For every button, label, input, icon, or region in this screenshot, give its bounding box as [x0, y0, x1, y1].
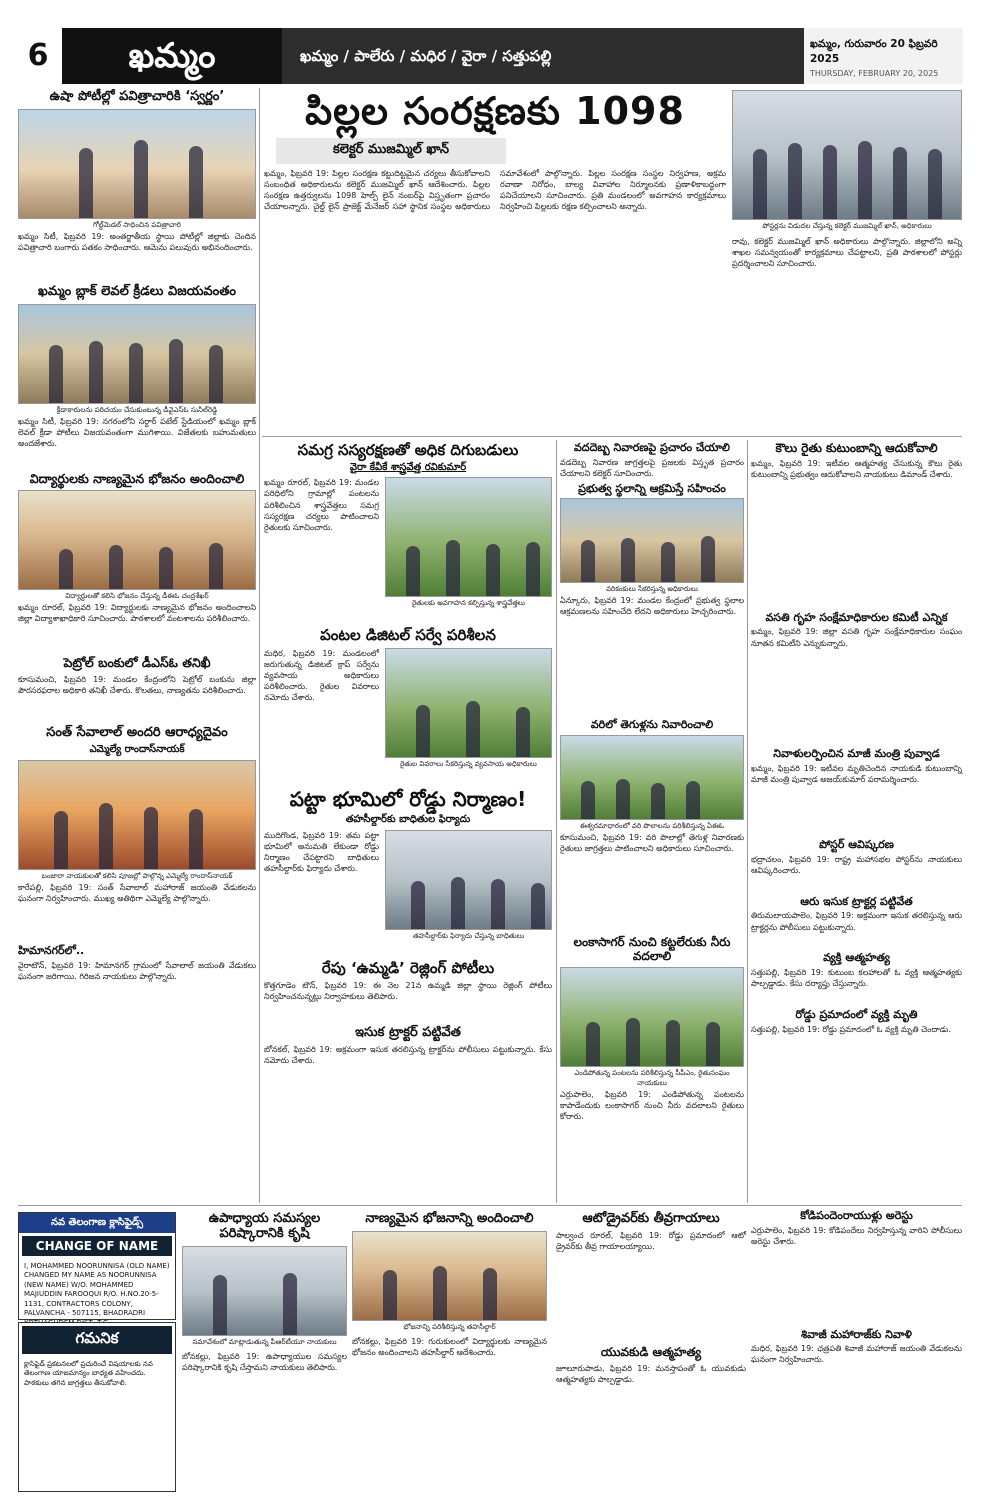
story-body: సత్తుపల్లి, ఫిబ్రవరి 19: కుటుంబ కలహాలతో ఓ వ్యక్తి ఆత్మహత్యకు పాల్పడ్డాడు. కేసు దర్యాప్తు చేస్తున్నారు.	[751, 968, 962, 989]
story-body: మధిర, ఫిబ్రవరి 19: ఛత్రపతి శివాజీ మహారాజ్‌ జయంతి వేడుకలను ఘనంగా నిర్వహించారు.	[751, 1344, 962, 1365]
date-telugu: ఖమ్మం, గురువారం 20 ఫిబ్రవరి 2025	[810, 38, 938, 65]
person-figure	[49, 345, 63, 403]
right-mid-column	[560, 442, 744, 1202]
column-divider	[556, 440, 557, 1203]
story-headline: వ్యక్తి ఆత్మహత్య	[823, 951, 890, 965]
person-figure	[581, 540, 595, 582]
story-headline: ఉపాధ్యాయ సమస్యల పరిష్కారానికి కృషి	[208, 1211, 321, 1241]
story-body: ఎర్రుపాలెం, ఫిబ్రవరి 19: కోడిపందేలు నిర్వహిస్తున్న వారిని పోలీసులు అరెస్టు చేశారు.	[751, 1225, 962, 1246]
person-figure	[89, 341, 103, 403]
date-english: THURSDAY, FEBRUARY 20, 2025	[810, 69, 939, 78]
lead-story	[264, 90, 726, 434]
story-headline: ఆరు ఇసుక ట్రాక్టర్ల పట్టివేత	[800, 894, 913, 908]
story-body: తిరుమలాయపాలెం, ఫిబ్రవరి 19: అక్రమంగా ఇసుక తరలిస్తున్న ఆరు ట్రాక్టర్లను పోలీసులు పట్టుకున్నారు.	[751, 911, 962, 932]
story-body: కొత్తగూడెం టౌన్‌, ఫిబ్రవరి 19: ఈ నెల 21న ఉమ్మడి జిల్లా స్థాయి రెజ్లింగ్‌ పోటీలు నిర్వహించనున్నట్లు నిర్వాహకులు తెలిపారు.	[264, 980, 552, 1001]
story-photo	[182, 1246, 347, 1336]
story-body: భద్రాచలం, ఫిబ్రవరి 19: రాష్ట్ర మహాసభల పోస్టర్‌ను నాయకులు ఆవిష్కరించారు.	[751, 854, 962, 875]
story-body: ఖమ్మం రూరల్‌, ఫిబ్రవరి 19: విద్యార్థులకు నాణ్యమైన భోజనం అందించాలని జిల్లా విద్యాశాఖాధికారి సూచించారు. పాఠశాలలో వంటశాలను పరిశీలించారు.	[18, 603, 256, 624]
story-headline: విద్యార్థులకు నాణ్యమైన భోజనం అందించాలి	[29, 470, 245, 486]
story-photo	[560, 967, 744, 1067]
story-headline: హిమానగర్‌లో..	[18, 943, 85, 957]
story-headline: రేపు ‘ఉమ్మడి’ రెజ్లింగ్‌ పోటీలు	[321, 958, 495, 977]
person-figure	[451, 877, 465, 929]
photo-caption: రైతుల వివరాలు సేకరిస్తున్న వ్యవసాయ అధికారులు	[400, 759, 537, 768]
story-body: కారేపల్లి, ఫిబ్రవరి 19: సంత్‌ సేవాలాల్‌ మహారాజ్‌ జయంతి వేడుకలను ఘనంగా నిర్వహించారు. ముఖ్య అతిథిగా ఎమ్మెల్యే పాల్గొన్నారు.	[18, 882, 256, 903]
person-figure	[159, 547, 173, 589]
story-body: బోనకల్లు, ఫిబ్రవరి 19: ఉపాధ్యాయుల సమస్యల పరిష్కారానికి కృషి చేస్తామని నాయకులు తెలిపారు.	[182, 1351, 347, 1373]
column-divider	[747, 440, 748, 1203]
person-figure	[516, 707, 530, 757]
person-figure	[526, 542, 540, 596]
story-body: వడదెబ్బ నివారణ జాగ్రత్తలపై ప్రజలకు విస్తృత ప్రచారం చేయాలని కలెక్టర్‌ సూచించారు.	[560, 457, 744, 478]
photo-caption: వరికంకులు సేకరిస్తున్న అధికారులు	[606, 585, 698, 594]
person-figure	[406, 546, 420, 596]
page-number: 6	[27, 38, 49, 73]
photo-caption: బంజారా నాయకులతో కలిసి పూజల్లో పాల్గొన్న ఎమ్మెల్యే రాందాస్‌నాయక్‌	[41, 871, 233, 880]
person-figure	[858, 141, 872, 219]
person-figure	[823, 145, 837, 219]
story-headline: యువకుడి ఆత్మహత్య	[600, 1344, 702, 1359]
story-body: ఏన్కూరు, ఫిబ్రవరి 19: మండల కేంద్రంలో ప్రభుత్వ స్థలాల ఆక్రమణలను సహించేది లేదని అధికారులు హెచ్చరించారు.	[560, 596, 744, 617]
person-figure	[651, 783, 665, 819]
person-figure	[531, 883, 545, 929]
story-photo	[18, 304, 256, 404]
story-headline: పోస్టర్‌ ఆవిష్కరణ	[819, 838, 894, 852]
story-headline: పంటల డిజిటల్‌ సర్వే పరిశీలన	[320, 626, 496, 645]
photo-caption: క్రీడాకారులను పరిచయం చేసుకుంటున్న డీవైఎస్‌ఓ సునీల్‌రెడ్డి	[56, 405, 218, 414]
story-headline: నివాళులర్పించిన మాజీ మంత్రి పువ్వాడ	[773, 747, 940, 761]
story-body: ఖమ్మం సిటీ, ఫిబ్రవరి 19: అంతర్జాతీయ స్థాయి పోటీల్లో జిల్లాకు చెందిన పవిత్రాచారి బంగారు పతకం సాధించారు. ఆమెను పలువురు అభినందించారు.	[18, 231, 256, 253]
story-body: ఖమ్మం, ఫిబ్రవరి 19: ఇటీవల ఆత్మహత్య చేసుకున్న కౌలు రైతు కుటుంబాన్ని ప్రభుత్వం ఆదుకోవాలని నాయకులు డిమాండ్‌ చేశారు.	[751, 458, 962, 479]
person-figure	[134, 140, 148, 218]
lead-byline: కలెక్టర్‌ ముజమ్మిల్‌ ఖాన్‌	[276, 138, 506, 164]
far-right-column	[751, 442, 962, 1202]
story-headline: ప్రభుత్వ స్థలాన్ని ఆక్రమిస్తే సహించం	[578, 481, 726, 495]
story-body: కూసుమంచి, ఫిబ్రవరి 19: వరి పొలాల్లో తెగుళ్ల నివారణకు రైతులు జాగ్రత్తలు పాటించాలని అధికారులు సూచించారు.	[560, 832, 744, 854]
lead-photo-block	[732, 90, 962, 434]
story-photo	[385, 830, 552, 930]
story-headline: సమగ్ర సస్యరక్షణతో అధిక దిగుబడులు	[297, 441, 519, 459]
bottom-story	[556, 1212, 746, 1492]
person-figure	[209, 345, 223, 403]
person-figure	[189, 146, 203, 218]
person-figure	[416, 705, 430, 757]
story-headline: సంత్‌ సేవాలాల్‌ అందరి ఆరాధ్యదైవం	[46, 724, 228, 740]
person-figure	[59, 549, 73, 589]
person-figure	[621, 538, 635, 582]
person-figure	[54, 811, 68, 869]
story-body: ఎర్రుపాలెం, ఫిబ్రవరి 19: ఎండిపోతున్న పంటలను కాపాడేందుకు లంకాసాగర్‌ నుంచి నీరు వదలాలని రైతులు కోరారు.	[560, 1089, 744, 1121]
person-figure	[586, 1022, 600, 1066]
story-headline: కోడిపందెంరాయుళ్లు అరెస్టు	[800, 1209, 913, 1222]
story-headline: నాణ్యమైన భోజనాన్ని అందించాలి	[365, 1211, 534, 1226]
person-figure	[686, 781, 700, 819]
lead-photo	[732, 90, 962, 220]
person-figure	[144, 807, 158, 869]
photo-caption: విద్యార్థులతో కలిసి భోజనం చేస్తున్న డీఈఓ చంద్రశేఖర్‌	[65, 592, 209, 601]
story-headline: వసతి గృహ సంక్షేమాధికారుల కమిటీ ఎన్నిక	[765, 610, 948, 624]
left-column	[18, 90, 256, 1200]
story-body: బోనకల్‌, ఫిబ్రవరి 19: అక్రమంగా ఇసుక తరలిస్తున్న ట్రాక్టర్‌ను పోలీసులు పట్టుకున్నారు. కేసు నమోదు చేశారు.	[264, 1044, 552, 1065]
story-photo	[385, 477, 552, 597]
story-body: ఖమ్మం, ఫిబ్రవరి 19: జిల్లా వసతి గృహ సంక్షేమాధికారుల సంఘం నూతన కమిటీని ఎన్నుకున్నారు.	[751, 627, 962, 648]
story-subhead: తహసీల్దార్‌కు బాధితుల ఫిర్యాదు	[345, 813, 471, 825]
photo-caption: గోల్డ్‌మెడల్‌ సాధించిన పవిత్రాచారి	[93, 220, 181, 229]
person-figure	[928, 149, 942, 219]
story-subhead: వైరా కేవీకే శాస్త్రవేత్త రవికుమార్‌	[349, 462, 467, 474]
person-figure	[491, 879, 505, 929]
person-figure	[169, 339, 183, 403]
story-photo	[18, 490, 256, 590]
person-figure	[466, 701, 480, 757]
person-figure	[446, 540, 460, 596]
story-headline: వరిలో తెగుళ్లను నివారించాలి	[590, 718, 714, 732]
ad-paper-name: నవ తెలంగాణ క్లాసిఫైడ్స్‌	[19, 1213, 175, 1233]
story-headline: వదదెబ్బ నివారణపై ప్రచారం చేయాలి	[573, 441, 730, 454]
story-headline: రోడ్డు ప్రమాదంలో వ్యక్తి మృతి	[795, 1008, 918, 1021]
person-figure	[411, 881, 425, 929]
person-figure	[213, 1275, 227, 1335]
story-body: రావు, కలెక్టర్‌ ముజమ్మిల్‌ ఖాన్‌ అధికారులు పాల్గొన్నారు. జిల్లాలోని అన్ని శాఖల సమన్వయంతో కార్యక్రమాలు చేపట్టాలని, ప్రతి పాఠశాలలో పోస్టర్లు ప్రదర్శించాలని సూచించారు.	[732, 237, 962, 269]
story-headline: లంకాసాగర్‌ నుంచి కట్టలేరుకు నీరు వదలాలి	[573, 934, 731, 963]
edition-places: ఖమ్మం / పాలేరు / మధిర / వైరా / సత్తుపల్లి	[282, 28, 804, 84]
person-figure	[616, 779, 630, 819]
photo-caption: తహసీల్దార్‌కు ఫిర్యాదు చేస్తున్న బాధితులు	[412, 931, 525, 940]
person-figure	[581, 781, 595, 819]
bottom-right-column	[751, 1210, 962, 1490]
story-body: సత్తుపల్లి, ఫిబ్రవరి 19: రోడ్డు ప్రమాదంలో ఓ వ్యక్తి మృతి చెందాడు.	[751, 1024, 951, 1034]
row-divider	[262, 436, 962, 437]
person-figure	[486, 544, 500, 596]
story-photo	[18, 109, 256, 219]
story-headline: ఇసుక ట్రాక్టర్‌ పట్టివేత	[355, 1024, 461, 1040]
story-body: ఖమ్మం, ఫిబ్రవరి 19: ఇటీవల మృతిచెందిన నాయకుడి కుటుంబాన్ని మాజీ మంత్రి పువ్వాడ అజయ్‌కుమార్‌ పరామర్శించారు.	[751, 764, 962, 785]
person-figure	[383, 1270, 397, 1320]
story-subhead: ఎమ్మెల్యే రాందాస్‌నాయక్‌	[89, 743, 185, 755]
person-figure	[753, 149, 767, 219]
ad-title: CHANGE OF NAME	[22, 1236, 172, 1256]
story-photo	[352, 1231, 547, 1321]
person-figure	[79, 148, 93, 218]
notice-title: గమనిక	[22, 1326, 172, 1354]
story-body: జూలూరుపాడు, ఫిబ్రవరి 19: మనస్తాపంతో ఓ యువకుడు ఆత్మహత్యకు పాల్పడ్డాడు.	[556, 1363, 746, 1384]
person-figure	[788, 143, 802, 219]
person-figure	[99, 803, 113, 869]
photo-caption: ఎండిపోతున్న పంటలను పరిశీలిస్తున్న సీపీఎం, రైతుసంఘం నాయకులు	[574, 1068, 730, 1087]
story-body: ఖమ్మం సిటీ, ఫిబ్రవరి 19: నగరంలోని సర్దార్‌ పటేల్‌ స్టేడియంలో ఖమ్మం బ్లాక్‌ లెవల్‌ క్రీడా పోటీలు విజయవంతంగా ముగిశాయి. విజేతలకు బహుమతులు అందజేశారు.	[18, 416, 256, 449]
notice-box	[18, 1322, 176, 1492]
story-headline: ఉషా పోటీల్లో పవిత్రాచారికి ‘స్వర్ణం’	[49, 89, 225, 104]
lead-headline: పిల్లల సంరక్షణకు 1098	[305, 89, 685, 133]
story-headline: ఖమ్మం బ్లాక్‌ లెవల్‌ క్రీడలు విజయవంతం	[38, 283, 236, 299]
person-figure	[701, 536, 715, 582]
lead-body: ఖమ్మం, ఫిబ్రవరి 19: పిల్లల సంరక్షణ కట్టుదిట్టమైన చర్యలు తీసుకోవాలని సంబంధిత అధికారులను కలెక్టర్‌ ముజమ్మిల్‌ ఖాన్‌ ఆదేశించారు. పిల్లల సంరక్షణ ఉత్తర్వులను 1098 హెల్ప్‌ లైన్‌ నంబర్‌పై విస్తృతంగా ప్రచారం చేయాలన్నారు. చైల్డ్‌ లైన్‌ ప్రాజెక్ట్‌ మేనేజర్‌ సహా స్థానిక సంస్థల అధికారులు సమావేశంలో పాల్గొన్నారు. పిల్లల సంరక్షణ సంస్థల నిర్వహణ, అక్రమ రవాణా నిరోధం, బాల్య వివాహాల నిర్మూలనకు ప్రణాళికాబద్ధంగా పనిచేయాలని సూచించారు. ప్రతి మండలంలో అవగాహన కార్యక్రమాలు నిర్వహించి పిల్లలకు రక్షణ కల్పించాలని అన్నారు.	[264, 168, 726, 212]
ad-body: I, MOHAMMED NOORUNNISA (OLD NAME) CHANGED MY NAME AS NOORUNNISA (NEW NAME) W/O. MOHAMMED MAJIUDDIN FAROOQUI R/O. H.NO.20-5-1131, CONTRACTORS COLONY, PALVANCHA - 507115, BHADRADRI	[24, 1262, 170, 1318]
bottom-story	[182, 1212, 347, 1492]
person-figure	[626, 1018, 640, 1066]
story-body: వైరాటౌన్‌, ఫిబ్రవరి 19: హిమానగర్‌ గ్రామంలో సేవాలాల్‌ జయంతి వేడుకలు ఘనంగా జరిగాయి. గిరిజన నాయకులు పాల్గొన్నారు.	[18, 961, 256, 982]
row-divider	[18, 1205, 962, 1206]
person-figure	[666, 1020, 680, 1066]
person-figure	[109, 545, 123, 589]
column-divider	[259, 88, 260, 1203]
person-figure	[661, 542, 675, 582]
person-figure	[189, 809, 203, 869]
story-body: ముదిగొండ, ఫిబ్రవరి 19: తమ పట్టా భూమిలో అనుమతి లేకుండా రోడ్డు నిర్మాణం చేపట్టారని బాధితులు తహసీల్దార్‌కు ఫిర్యాదు చేశారు.	[264, 830, 379, 874]
story-photo	[560, 498, 744, 583]
story-body: పాల్వంచ రూరల్‌, ఫిబ్రవరి 19: రోడ్డు ప్రమాదంలో ఆటో డ్రైవర్‌కు తీవ్ర గాయాలయ్యాయి.	[556, 1230, 746, 1252]
story-headline: పెట్రోల్‌ బంకులో డీఎస్‌ఓ తనిఖీ	[63, 655, 211, 671]
photo-caption: పోస్టర్లను విడుదల చేస్తున్న కలెక్టర్‌ ముజమ్మిల్‌ ఖాన్‌, అధికారులు	[762, 222, 932, 230]
story-body: ఖమ్మం రూరల్‌, ఫిబ్రవరి 19: మండల పరిధిలోని గ్రామాల్లో పంటలను పరిశీలించిన శాస్త్రవేత్తలు సమగ్ర సస్యరక్షణ చర్యలు పాటించాలని రైతులకు సూచించారు.	[264, 478, 379, 532]
story-body: కూసుమంచి, ఫిబ్రవరి 19: మండల కేంద్రంలోని పెట్రోల్‌ బంకును జిల్లా పౌరసరఫరాల అధికారి తనిఖీ చేశారు. కొలతలు, నాణ్యతను పరిశీలించారు.	[18, 674, 256, 695]
story-headline: శివాజీ మహారాజ్‌కు నివాళి	[801, 1327, 912, 1341]
person-figure	[706, 1022, 720, 1066]
edition-title: ఖమ్మం	[62, 28, 282, 84]
story-photo	[18, 760, 256, 870]
photo-caption: ఈశ్వరమాధారంలో వరి పొలాలను పరిశీలిస్తున్న ఏఈఓ	[579, 821, 725, 830]
story-headline: ఆటోడ్రైవర్‌కు తీవ్రగాయాలు	[582, 1211, 720, 1226]
person-figure	[483, 1268, 497, 1320]
notice-body: క్లాసిఫైడ్‌ ప్రకటనలలో ప్రచురించే విషయాలకు నవ తెలంగాణ యాజమాన్యం బాధ్యత వహించదు. పాఠకులు తగిన జాగ్రత్తలు తీసుకోవాలి.	[24, 1360, 153, 1387]
photo-caption: రైతులకు అవగాహన కల్పిస్తున్న శాస్త్రవేత్తలు	[411, 599, 526, 608]
edition-date	[804, 28, 963, 84]
story-headline: పట్టా భూమిలో రోడ్డు నిర్మాణం!	[289, 786, 527, 811]
center-column	[264, 442, 552, 1202]
story-body: బోనకల్లు, ఫిబ్రవరి 19: గురుకులంలో విద్యార్థులకు నాణ్యమైన భోజనం అందించాలని తహసీల్దార్‌ ఆదేశించారు.	[352, 1336, 547, 1358]
photo-caption: సమావేశంలో మాట్లాడుతున్న పీఆర్‌టీయూ నాయకులు	[192, 1337, 337, 1346]
photo-caption: భోజనాన్ని పరిశీలిస్తున్న తహసీల్దార్‌	[403, 1322, 496, 1331]
person-figure	[129, 343, 143, 403]
person-figure	[283, 1273, 297, 1335]
classified-ad	[18, 1212, 176, 1320]
person-figure	[893, 147, 907, 219]
story-photo	[560, 735, 744, 820]
bottom-story	[352, 1212, 547, 1492]
masthead	[18, 28, 963, 84]
story-body: మధిర, ఫిబ్రవరి 19: మండలంలో జరుగుతున్న డిజిటల్‌ క్రాప్‌ సర్వేను వ్యవసాయ అధికారులు పరిశీలించారు. రైతుల వివరాలు నమోదు చేశారు.	[264, 648, 379, 703]
person-figure	[433, 1266, 447, 1320]
story-headline: కౌలు రైతు కుటుంబాన్ని ఆదుకోవాలి	[775, 441, 938, 455]
person-figure	[209, 543, 223, 589]
story-photo	[385, 648, 552, 758]
